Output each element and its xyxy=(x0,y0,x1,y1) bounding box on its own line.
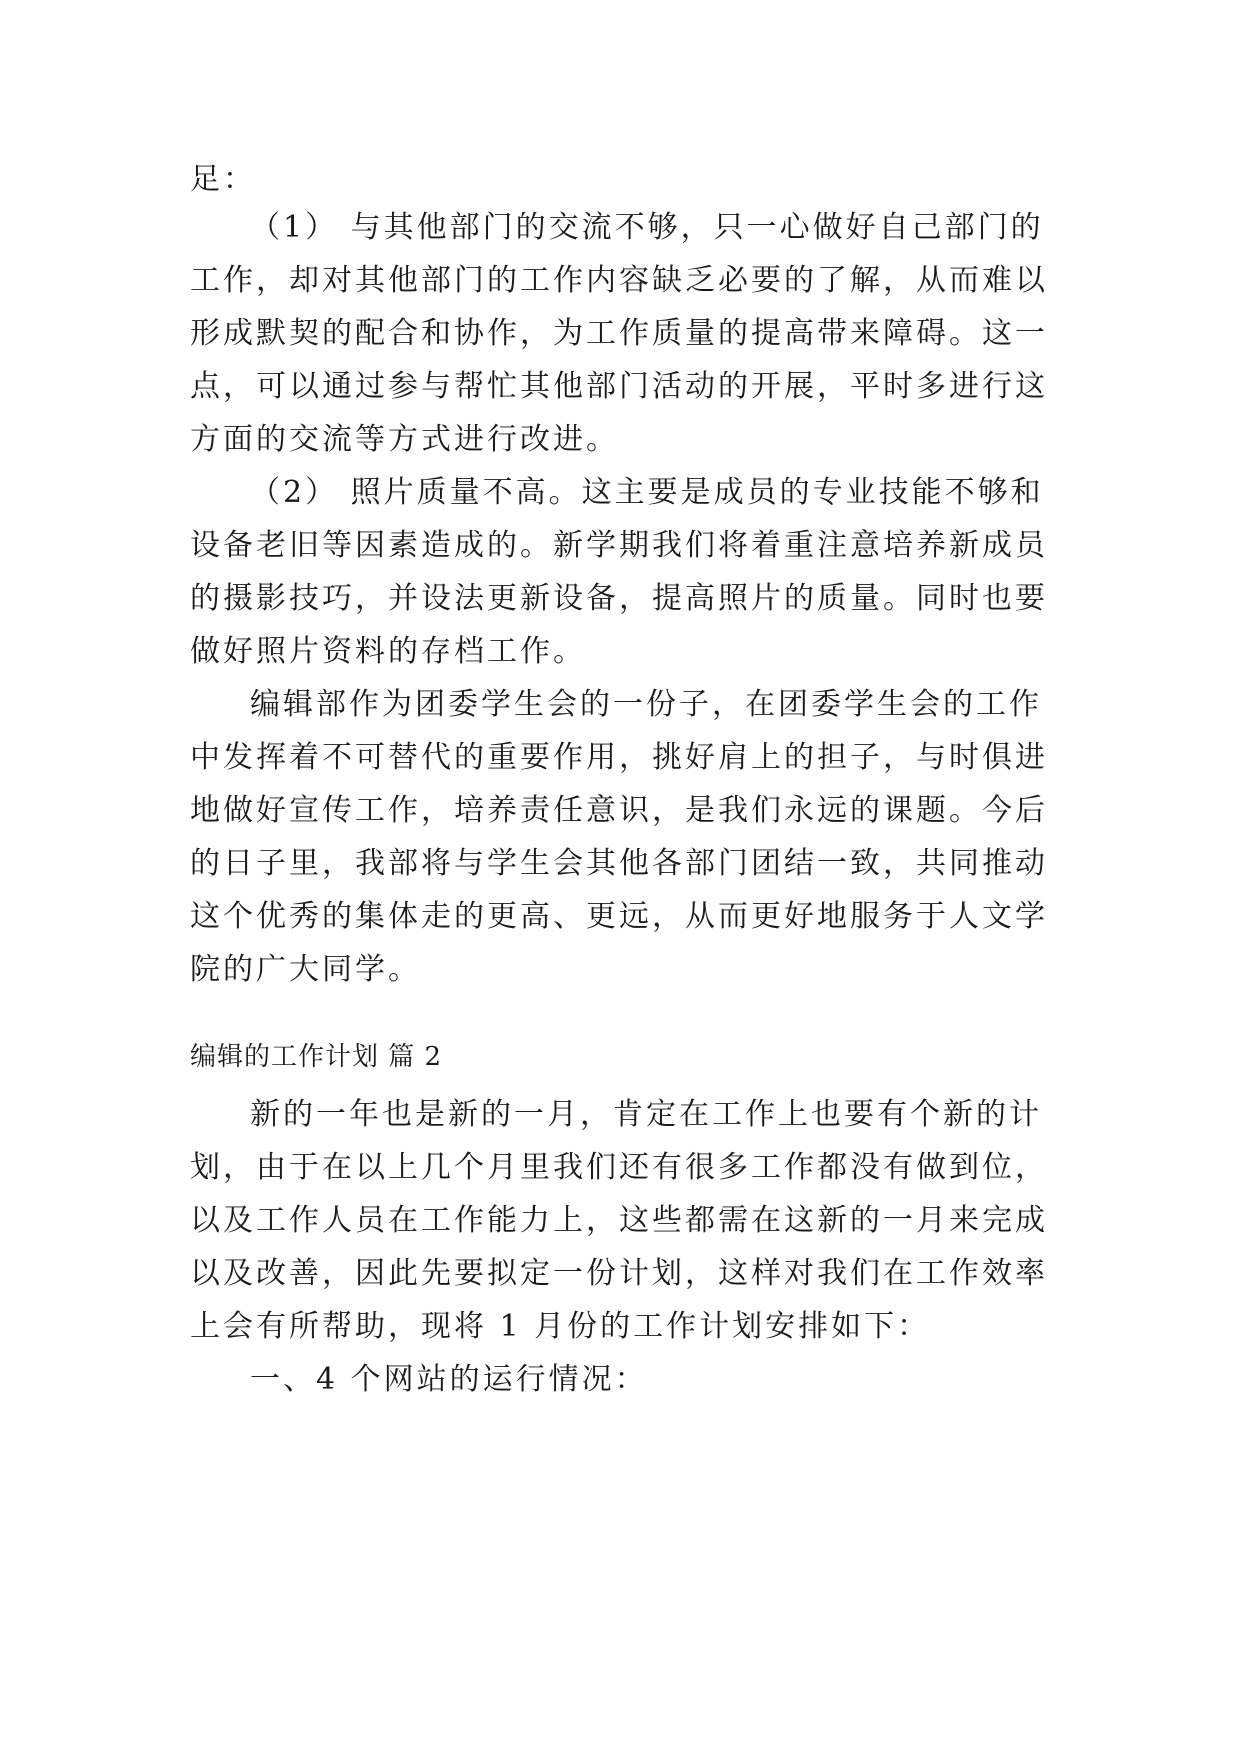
text-line: 的日子里，我部将与学生会其他各部门团结一致，共同推动 xyxy=(190,846,1048,881)
text-line: 点，可以通过参与帮忙其他部门活动的开展，平时多进行这 xyxy=(190,369,1048,404)
text-line: 以及工作人员在工作能力上，这些都需在这新的一月来完成 xyxy=(190,1203,1048,1238)
text-line: 地做好宣传工作，培养责任意识，是我们永远的课题。今后 xyxy=(190,793,1048,828)
text-line: 形成默契的配合和协作，为工作质量的提高带来障碍。这一 xyxy=(190,316,1048,351)
text-line: 设备老旧等因素造成的。新学期我们将着重注意培养新成员 xyxy=(190,528,1048,563)
text-line: 一、4 个网站的运行情况： xyxy=(250,1362,648,1397)
text-line: （1） 与其他部门的交流不够，只一心做好自己部门的 xyxy=(250,210,1044,245)
text-line: 工作，却对其他部门的工作内容缺乏必要的了解，从而难以 xyxy=(190,263,1048,298)
text-line: 的摄影技巧，并设法更新设备，提高照片的质量。同时也要 xyxy=(190,581,1048,616)
text-line: 这个优秀的集体走的更高、更远，从而更好地服务于人文学 xyxy=(190,899,1048,934)
text-line: 编辑部作为团委学生会的一份子，在团委学生会的工作 xyxy=(250,687,1042,722)
text-line: （2） 照片质量不高。这主要是成员的专业技能不够和 xyxy=(250,475,1044,510)
text-line: 划，由于在以上几个月里我们还有很多工作都没有做到位， xyxy=(190,1150,1048,1185)
text-line: 做好照片资料的存档工作。 xyxy=(190,634,586,669)
text-line: 足： xyxy=(190,162,256,197)
text-line: 以及改善，因此先要拟定一份计划，这样对我们在工作效率 xyxy=(190,1256,1048,1291)
text-line: 中发挥着不可替代的重要作用，挑好肩上的担子，与时俱进 xyxy=(190,740,1048,775)
text-line: 新的一年也是新的一月，肯定在工作上也要有个新的计 xyxy=(250,1097,1042,1132)
text-line: 上会有所帮助，现将 1 月份的工作计划安排如下： xyxy=(190,1309,931,1344)
text-line: 院的广大同学。 xyxy=(190,952,421,987)
text-line: 方面的交流等方式进行改进。 xyxy=(190,422,619,457)
section-heading: 编辑的工作计划 篇 2 xyxy=(190,1042,443,1072)
